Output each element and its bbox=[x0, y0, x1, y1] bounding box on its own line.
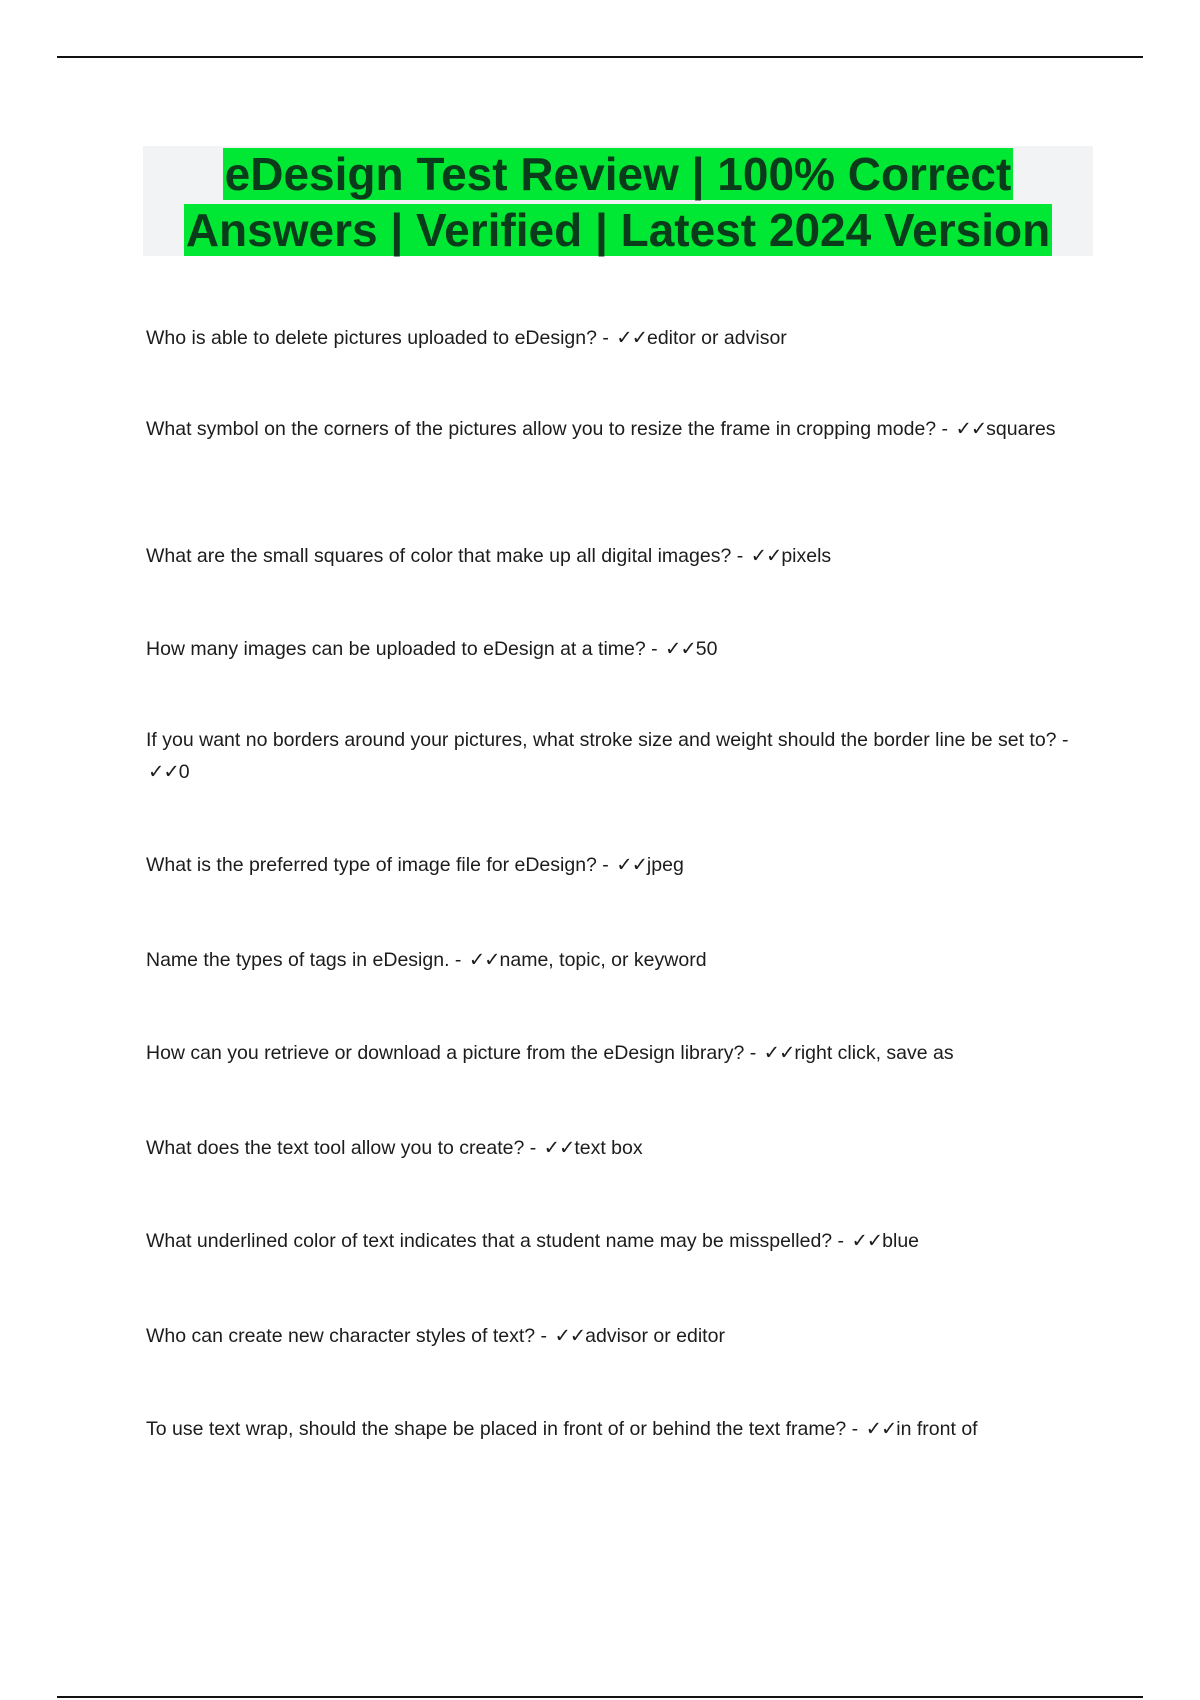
answer-text: jpeg bbox=[646, 853, 684, 876]
qa-item bbox=[146, 633, 1086, 665]
document-title bbox=[143, 146, 1093, 258]
check-mark-icon: ✓✓ bbox=[955, 416, 987, 440]
check-mark-icon: ✓✓ bbox=[543, 1135, 575, 1159]
qa-item bbox=[146, 1037, 1086, 1069]
check-mark-icon: ✓✓ bbox=[616, 325, 647, 349]
question-text: What does the text tool allow you to create? - bbox=[146, 1136, 537, 1159]
question-text: What underlined color of text indicates that a student name may be misspelled? - bbox=[146, 1229, 845, 1252]
answer-text: 50 bbox=[695, 637, 718, 660]
check-mark-icon: ✓✓ bbox=[468, 947, 500, 971]
qa-item bbox=[146, 1225, 1086, 1257]
qa-item bbox=[146, 540, 1086, 572]
title-line-2: Answers | Verified | Latest 2024 Version bbox=[185, 204, 1051, 256]
question-text: What are the small squares of color that make up all digital images? - bbox=[146, 544, 744, 567]
answer-text: 0 bbox=[178, 760, 190, 783]
check-mark-icon: ✓✓ bbox=[665, 636, 696, 660]
qa-item bbox=[146, 724, 1086, 788]
answer-text: name, topic, or keyword bbox=[499, 948, 707, 971]
answer-text: advisor or editor bbox=[585, 1324, 725, 1347]
question-text: What is the preferred type of image file for eDesign? - bbox=[146, 853, 609, 876]
check-mark-icon: ✓✓ bbox=[554, 1323, 586, 1347]
qa-item bbox=[146, 944, 1086, 976]
question-text: If you want no borders around your pictures, what stroke size and weight should the border line be set to? - bbox=[146, 728, 1069, 751]
title-line-1: eDesign Test Review | 100% Correct bbox=[224, 148, 1012, 200]
question-text: How many images can be uploaded to eDesign at a time? - bbox=[146, 637, 658, 660]
check-mark-icon: ✓✓ bbox=[616, 852, 647, 876]
qa-item bbox=[146, 1132, 1086, 1164]
answer-text: editor or advisor bbox=[646, 326, 787, 349]
title-banner bbox=[143, 146, 1093, 256]
answer-text: right click, save as bbox=[794, 1041, 954, 1064]
answer-text: squares bbox=[986, 417, 1056, 440]
question-text: Who is able to delete pictures uploaded to eDesign? - bbox=[146, 326, 609, 349]
qa-item bbox=[146, 322, 1086, 354]
check-mark-icon: ✓✓ bbox=[763, 1040, 795, 1064]
check-mark-icon: ✓✓ bbox=[865, 1416, 897, 1440]
question-text: Who can create new character styles of text? - bbox=[146, 1324, 548, 1347]
qa-item bbox=[146, 849, 1086, 881]
qa-item bbox=[146, 1413, 1086, 1445]
answer-text: pixels bbox=[781, 544, 832, 567]
question-text: To use text wrap, should the shape be placed in front of or behind the text frame? - bbox=[146, 1417, 859, 1440]
answer-text: text box bbox=[574, 1136, 643, 1159]
question-text: Name the types of tags in eDesign. - bbox=[146, 948, 462, 971]
bottom-rule bbox=[57, 1696, 1143, 1698]
check-mark-icon: ✓✓ bbox=[851, 1228, 883, 1252]
question-text: How can you retrieve or download a picture from the eDesign library? - bbox=[146, 1041, 757, 1064]
answer-text: in front of bbox=[896, 1417, 978, 1440]
check-mark-icon: ✓✓ bbox=[750, 543, 782, 567]
question-text: What symbol on the corners of the pictures allow you to resize the frame in cropping mode? - bbox=[146, 417, 949, 440]
check-mark-icon: ✓✓ bbox=[148, 759, 179, 783]
top-rule bbox=[57, 56, 1143, 58]
answer-text: blue bbox=[882, 1229, 920, 1252]
qa-item bbox=[146, 413, 1086, 445]
qa-item bbox=[146, 1320, 1086, 1352]
